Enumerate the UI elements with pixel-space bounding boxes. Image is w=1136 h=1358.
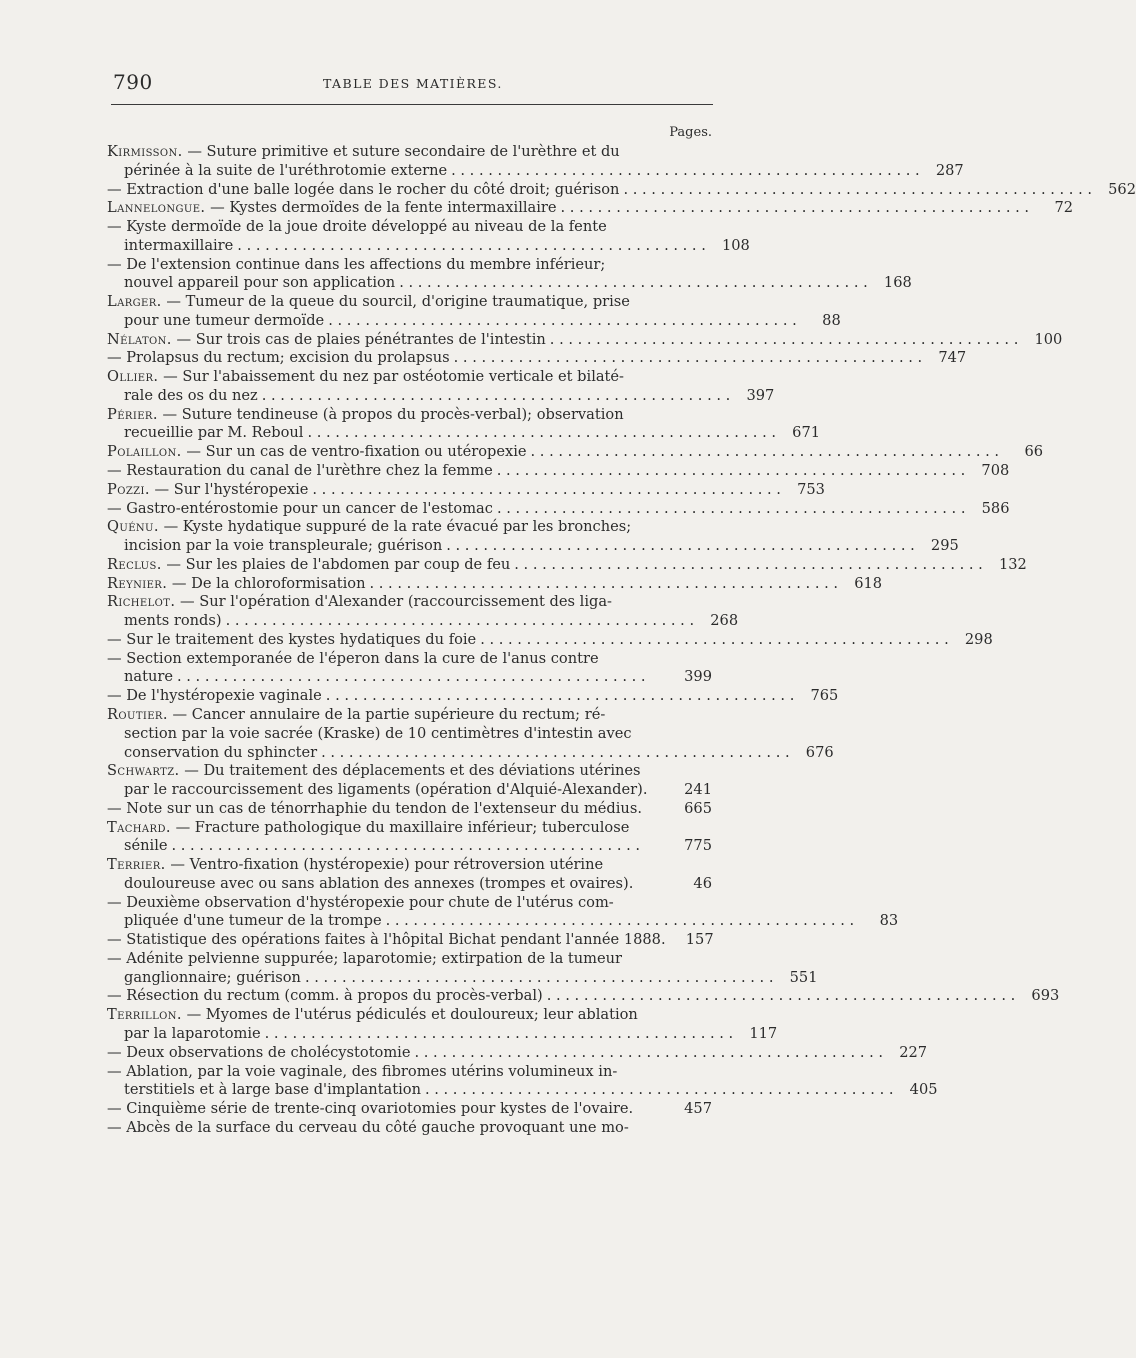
entry-title-text: — Ventro-fixation (hystéropexie) pour rétroversion utérine bbox=[170, 856, 604, 874]
toc-entry bbox=[107, 349, 967, 368]
entry-line bbox=[107, 912, 899, 931]
entry-line bbox=[107, 1081, 938, 1100]
entry-text bbox=[124, 725, 632, 742]
entry-line bbox=[107, 574, 883, 594]
entry-title-text: — De l'extension continue dans les affections du membre inférieur; bbox=[107, 255, 606, 273]
toc-entry bbox=[107, 593, 739, 631]
entry-line bbox=[107, 781, 712, 800]
entry-text bbox=[107, 687, 322, 706]
toc-entry bbox=[107, 893, 899, 932]
page-reference: 671 bbox=[792, 424, 821, 442]
entry-title-text: — Sur un cas de ventro-fixation ou utéropexie bbox=[186, 443, 527, 461]
entry-title-text: nature bbox=[124, 668, 173, 686]
entry-text bbox=[124, 781, 647, 800]
entry-line bbox=[107, 462, 1010, 481]
author-name: Reclus. bbox=[107, 555, 162, 573]
entry-line bbox=[107, 987, 1060, 1006]
leader-dots: . . . . . . . . . . . . . . . . . . . . . . . . . . . . . . . . . . . . . . . . . . . . . . . . . . . bbox=[514, 555, 983, 573]
entry-text bbox=[107, 931, 666, 950]
entry-line bbox=[107, 687, 839, 706]
entry-line bbox=[107, 1063, 712, 1082]
entry-title-text: incision par la voie transpleurale; guérison bbox=[124, 537, 443, 555]
entry-line bbox=[107, 668, 712, 687]
entry-line bbox=[107, 143, 712, 162]
leader-dots: . . . . . . . . . . . . . . . . . . . . . . . . . . . . . . . . . . . . . . . . . . . . . . . . . . . bbox=[312, 480, 781, 498]
toc-entry bbox=[107, 800, 712, 819]
entry-line bbox=[107, 424, 821, 443]
author-name: Périer. bbox=[107, 405, 158, 423]
toc-entry bbox=[107, 180, 1136, 200]
author-name: Richelot. bbox=[107, 593, 176, 611]
author-name: Nélaton. bbox=[107, 330, 172, 348]
entry-title-text: — Gastro-entérostomie pour un cancer de l'estomac bbox=[107, 499, 493, 517]
entry-text bbox=[124, 912, 382, 931]
toc-entry bbox=[107, 856, 712, 894]
entry-title-text: recueillie par M. Reboul bbox=[124, 424, 304, 442]
entry-text bbox=[107, 481, 308, 500]
entry-line bbox=[107, 236, 750, 256]
entry-text bbox=[107, 1100, 633, 1119]
page-reference: 586 bbox=[981, 499, 1010, 517]
entry-line bbox=[107, 293, 712, 312]
entry-line bbox=[107, 743, 834, 763]
leader-dots: . . . . . . . . . . . . . . . . . . . . . . . . . . . . . . . . . . . . . . . . . . . . . . . . . . . bbox=[237, 236, 706, 254]
entry-line bbox=[107, 537, 959, 556]
toc-entry bbox=[107, 368, 775, 406]
entry-line bbox=[107, 180, 1136, 200]
entry-line bbox=[107, 650, 712, 669]
page-reference: 132 bbox=[998, 555, 1027, 573]
entry-text bbox=[107, 500, 493, 519]
entry-title-text: — Cancer annulaire de la partie supérieure du rectum; ré- bbox=[172, 705, 606, 723]
author-name: Terrillon. bbox=[107, 1006, 182, 1024]
page-reference: 117 bbox=[749, 1024, 778, 1042]
toc-entry bbox=[107, 574, 883, 594]
entry-line bbox=[107, 894, 712, 913]
entry-line bbox=[107, 725, 712, 744]
leader-dots: . . . . . . . . . . . . . . . . . . . . . . . . . . . . . . . . . . . . . . . . . . . . . . . . . . . bbox=[399, 274, 868, 292]
author-name: Tachard. bbox=[107, 818, 171, 836]
entry-text bbox=[124, 1081, 421, 1100]
entry-text bbox=[124, 612, 222, 631]
entry-title-text: — Adénite pelvienne suppurée; laparotomie; extirpation de la tumeur bbox=[107, 949, 623, 967]
toc-entry bbox=[107, 293, 841, 331]
leader-dots: . . . . . . . . . . . . . . . . . . . . . . . . . . . . . . . . . . . . . . . . . . . . . . . . . . . bbox=[451, 161, 920, 179]
entry-title-text: — Restauration du canal de l'urèthre chez la femme bbox=[107, 462, 493, 480]
entry-line bbox=[107, 368, 712, 387]
entry-line bbox=[107, 800, 712, 819]
entry-text bbox=[107, 181, 619, 200]
toc-entry bbox=[107, 405, 821, 444]
entry-text bbox=[107, 1006, 638, 1023]
entry-line bbox=[107, 274, 912, 293]
leader-dots: . . . . . . . . . . . . . . . . . . . . . . . . . . . . . . . . . . . . . . . . . . . . . . . . . . . bbox=[549, 330, 1019, 348]
entry-text bbox=[107, 349, 450, 368]
toc-entry bbox=[107, 949, 818, 988]
entry-title-text: ganglionnaire; guérison bbox=[124, 968, 301, 986]
leader-dots: . . . . . . . . . . . . . . . . . . . . . . . . . . . . . . . . . . . . . . . . . . . . . . . . . . . bbox=[369, 574, 839, 592]
entry-title-text: — Cinquième série de trente-cinq ovariotomies pour kystes de l'ovaire. bbox=[107, 1100, 634, 1118]
toc-entry bbox=[107, 650, 712, 688]
entry-text bbox=[107, 256, 605, 273]
entry-text bbox=[124, 387, 258, 406]
entry-title-text: — Du traitement des déplacements et des déviations utérines bbox=[184, 762, 641, 780]
entry-text bbox=[124, 875, 633, 894]
toc-entry bbox=[107, 687, 839, 706]
entry-title-text: section par la voie sacrée (Kraske) de 10 centimètres d'intestin avec bbox=[124, 724, 632, 742]
entry-title-text: terstitiels et à large base d'implantation bbox=[124, 1081, 421, 1099]
entry-text bbox=[124, 969, 301, 988]
author-name: Ollier. bbox=[107, 368, 159, 386]
entry-title-text: pliquée d'une tumeur de la trompe bbox=[124, 912, 382, 930]
page-reference: 298 bbox=[964, 630, 993, 648]
entry-title-text: — Sur trois cas de plaies pénétrantes de l'intestin bbox=[176, 330, 546, 348]
page-reference: 168 bbox=[883, 274, 912, 292]
entry-text bbox=[107, 593, 612, 610]
entry-text bbox=[107, 199, 557, 218]
page-reference: 551 bbox=[789, 968, 818, 986]
page-reference: 457 bbox=[684, 1100, 712, 1118]
entry-title-text: conservation du sphincter bbox=[124, 743, 318, 761]
page-reference: 157 bbox=[685, 931, 714, 949]
entry-title-text: — Sur les plaies de l'abdomen par coup de feu bbox=[166, 555, 511, 573]
entry-text bbox=[107, 819, 629, 836]
page-reference: 397 bbox=[746, 386, 775, 404]
entry-title-text: périnée à la suite de l'uréthrotomie externe bbox=[124, 161, 448, 179]
toc-entry bbox=[107, 1119, 712, 1138]
leader-dots: . . . . . . . . . . . . . . . . . . . . . . . . . . . . . . . . . . . . . . . . . . . . . . . . . . . bbox=[414, 1043, 884, 1061]
entry-text bbox=[124, 744, 317, 763]
page-reference: 562 bbox=[1108, 180, 1136, 198]
entry-title-text: — Kyste hydatique suppuré de la rate évacué par les bronches; bbox=[163, 518, 632, 536]
entry-title-text: sénile bbox=[124, 837, 168, 855]
toc-entry bbox=[107, 1006, 778, 1044]
entry-text bbox=[124, 837, 168, 856]
entry-title-text: — Sur le traitement des kystes hydatiques du foie bbox=[107, 630, 477, 648]
entry-title-text: — De l'hystéropexie vaginale bbox=[107, 687, 322, 705]
entry-title-text: intermaxillaire bbox=[124, 236, 234, 254]
toc-entry bbox=[107, 987, 1060, 1006]
entry-line bbox=[107, 161, 964, 181]
entry-line bbox=[107, 1024, 778, 1044]
entry-text bbox=[107, 706, 605, 723]
entry-title-text: — Suture primitive et suture secondaire de l'urèthre et du bbox=[187, 143, 620, 160]
entry-text bbox=[124, 162, 447, 181]
entry-line bbox=[107, 1006, 712, 1025]
entry-text bbox=[124, 312, 324, 331]
page-reference: 399 bbox=[684, 668, 712, 686]
entry-line bbox=[107, 706, 712, 725]
entry-line bbox=[107, 518, 712, 537]
page-reference: 66 bbox=[1024, 443, 1044, 461]
author-name: Terrier. bbox=[107, 856, 166, 874]
entry-text bbox=[124, 1025, 261, 1044]
entry-title-text: — Prolapsus du rectum; excision du prolapsus bbox=[107, 349, 450, 367]
entry-text bbox=[124, 274, 395, 293]
entry-text bbox=[107, 800, 642, 819]
leader-dots: . . . . . . . . . . . . . . . . . . . . . . . . . . . . . . . . . . . . . . . . . . . . . . . . . . . bbox=[480, 630, 949, 648]
entry-title-text: — Ablation, par la voie vaginale, des fibromes utérins volumineux in- bbox=[107, 1062, 618, 1080]
page-number: 790 bbox=[113, 70, 153, 94]
entry-line bbox=[107, 406, 712, 425]
pages-column-label: Pages. bbox=[669, 125, 712, 140]
entry-text bbox=[107, 331, 546, 350]
toc-entry bbox=[107, 143, 964, 181]
entry-line bbox=[107, 443, 1044, 462]
entry-line bbox=[107, 593, 712, 612]
entry-text bbox=[107, 575, 366, 594]
entry-title-text: par le raccourcissement des ligaments (opération d'Alquié-Alexander). bbox=[124, 781, 648, 799]
entry-line bbox=[107, 968, 818, 988]
entry-title-text: — Résection du rectum (comm. à propos du procès-verbal) bbox=[107, 987, 543, 1005]
entry-title-text: — Extraction d'une balle logée dans le rocher du côté droit; guérison bbox=[107, 180, 620, 198]
leader-dots: . . . . . . . . . . . . . . . . . . . . . . . . . . . . . . . . . . . . . . . . . . . . . . . . . . . bbox=[225, 612, 695, 630]
page-reference: 46 bbox=[693, 874, 712, 892]
entry-title-text: — Sur l'opération d'Alexander (raccourcissement des liga- bbox=[180, 593, 612, 611]
entry-text bbox=[124, 668, 173, 687]
toc-entry bbox=[107, 762, 712, 800]
leader-dots: . . . . . . . . . . . . . . . . . . . . . . . . . . . . . . . . . . . . . . . . . . . . . . . . . . . bbox=[261, 386, 731, 404]
leader-dots: . . . . . . . . . . . . . . . . . . . . . . . . . . . . . . . . . . . . . . . . . . . . . . . . . . . bbox=[424, 1081, 894, 1099]
entry-title-text: — De la chloroformisation bbox=[171, 574, 366, 592]
entry-line bbox=[107, 480, 825, 500]
leader-dots: . . . . . . . . . . . . . . . . . . . . . . . . . . . . . . . . . . . . . . . . . . . . . . . . . . . bbox=[446, 537, 915, 555]
entry-line bbox=[107, 199, 1074, 218]
leader-dots: . . . . . . . . . . . . . . . . . . . . . . . . . . . . . . . . . . . . . . . . . . . . . . . . . . . bbox=[264, 1024, 734, 1042]
entry-line bbox=[107, 819, 712, 838]
toc-entry bbox=[107, 518, 959, 556]
page-reference: 708 bbox=[981, 462, 1010, 480]
entry-text bbox=[107, 856, 603, 873]
entry-text bbox=[124, 424, 303, 443]
entry-line bbox=[107, 837, 712, 856]
leader-dots: . . . . . . . . . . . . . . . . . . . . . . . . . . . . . . . . . . . . . . . . . . . . . . . . . . . bbox=[176, 668, 646, 686]
entry-text bbox=[107, 293, 630, 310]
entry-line bbox=[107, 1100, 712, 1119]
page-reference: 72 bbox=[1054, 199, 1074, 217]
leader-dots: . . . . . . . . . . . . . . . . . . . . . . . . . . . . . . . . . . . . . . . . . . . . . . . . . . . bbox=[385, 912, 855, 930]
author-name: Routier. bbox=[107, 705, 168, 723]
entry-line bbox=[107, 762, 712, 781]
author-name: Reynier. bbox=[107, 574, 168, 592]
entry-title-text: ments ronds) bbox=[124, 612, 222, 630]
entry-title-text: — Statistique des opérations faites à l'hôpital Bichat pendant l'année 1888. bbox=[107, 931, 666, 949]
author-name: Larger. bbox=[107, 293, 162, 311]
page-reference: 295 bbox=[930, 537, 959, 555]
toc-entry bbox=[107, 555, 1027, 575]
entry-text bbox=[107, 631, 476, 650]
entry-line bbox=[107, 1119, 712, 1138]
entry-line bbox=[107, 311, 841, 331]
entry-title-text: — Sur l'abaissement du nez par ostéotomie verticale et bilaté- bbox=[163, 368, 624, 386]
entry-text bbox=[107, 443, 527, 462]
toc-entry bbox=[107, 443, 1044, 462]
entry-title-text: — Tumeur de la queue du sourcil, d'origine traumatique, prise bbox=[166, 293, 630, 311]
running-title: TABLE DES MATIÈRES. bbox=[323, 76, 503, 91]
entry-text bbox=[107, 1063, 617, 1080]
entry-title-text: douloureuse avec ou sans ablation des annexes (trompes et ovaires). bbox=[124, 874, 634, 892]
entry-title-text: — Suture tendineuse (à propos du procès-verbal); observation bbox=[162, 405, 624, 423]
entry-text bbox=[107, 368, 624, 385]
entry-line bbox=[107, 950, 712, 969]
page-reference: 765 bbox=[810, 687, 839, 705]
entry-title-text: — Abcès de la surface du cerveau du côté gauche provoquant une mo- bbox=[107, 1118, 629, 1136]
entry-line bbox=[107, 349, 967, 368]
page-reference: 227 bbox=[899, 1043, 928, 1061]
page-reference: 100 bbox=[1034, 330, 1063, 348]
table-of-contents bbox=[107, 143, 1136, 1138]
entry-line bbox=[107, 555, 1027, 575]
entry-text bbox=[107, 650, 599, 667]
author-name: Polaillon. bbox=[107, 443, 182, 461]
toc-entry bbox=[107, 218, 750, 256]
page-reference: 665 bbox=[684, 799, 712, 817]
page-reference: 775 bbox=[684, 837, 712, 855]
author-name: Quénu. bbox=[107, 518, 159, 536]
author-name: Pozzi. bbox=[107, 480, 150, 498]
entry-text bbox=[124, 237, 233, 256]
leader-dots: . . . . . . . . . . . . . . . . . . . . . . . . . . . . . . . . . . . . . . . . . . . . . . . . . . . bbox=[623, 180, 1092, 198]
toc-entry bbox=[107, 1062, 938, 1101]
leader-dots: . . . . . . . . . . . . . . . . . . . . . . . . . . . . . . . . . . . . . . . . . . . . . . . . . . . bbox=[496, 462, 966, 480]
toc-entry bbox=[107, 705, 834, 762]
page-reference: 241 bbox=[684, 781, 712, 799]
entry-line bbox=[107, 1043, 928, 1063]
page-reference: 753 bbox=[797, 480, 825, 498]
author-name: Lannelongue. bbox=[107, 199, 206, 217]
entry-title-text: — Kyste dermoïde de la joue droite développé au niveau de la fente bbox=[107, 218, 607, 236]
leader-dots: . . . . . . . . . . . . . . . . . . . . . . . . . . . . . . . . . . . . . . . . . . . . . . . . . . . bbox=[453, 349, 923, 367]
page-reference: 405 bbox=[909, 1081, 938, 1099]
entry-text bbox=[107, 987, 543, 1006]
entry-title-text: par la laparotomie bbox=[124, 1024, 261, 1042]
entry-text bbox=[107, 462, 493, 481]
header-rule bbox=[111, 104, 713, 105]
entry-text bbox=[124, 537, 442, 556]
toc-entry bbox=[107, 330, 1063, 350]
entry-line bbox=[107, 612, 739, 631]
toc-entry bbox=[107, 931, 712, 950]
entry-line bbox=[107, 256, 712, 275]
leader-dots: . . . . . . . . . . . . . . . . . . . . . . . . . . . . . . . . . . . . . . . . . . . . . . . . . . . bbox=[496, 499, 966, 517]
entry-text bbox=[107, 950, 622, 967]
toc-entry bbox=[107, 462, 1010, 481]
toc-entry bbox=[107, 480, 825, 500]
entry-title-text: — Kystes dermoïdes de la fente intermaxillaire bbox=[210, 199, 557, 217]
page-reference: 747 bbox=[938, 349, 967, 367]
toc-entry bbox=[107, 1043, 928, 1063]
toc-entry bbox=[107, 499, 1010, 519]
entry-text bbox=[107, 406, 624, 423]
leader-dots: . . . . . . . . . . . . . . . . . . . . . . . . . . . . . . . . . . . . . . . . . . . . . . . . . . . bbox=[328, 311, 797, 329]
entry-line bbox=[107, 856, 712, 875]
leader-dots: . . . . . . . . . . . . . . . . . . . . . . . . . . . . . . . . . . . . . . . . . . . . . . . . . . . bbox=[171, 837, 641, 855]
entry-title-text: — Section extemporanée de l'éperon dans la cure de l'anus contre bbox=[107, 649, 599, 667]
entry-line bbox=[107, 875, 712, 894]
entry-line bbox=[107, 218, 712, 237]
entry-text bbox=[107, 1044, 411, 1063]
page-reference: 693 bbox=[1031, 987, 1060, 1005]
toc-entry bbox=[107, 199, 1074, 218]
entry-text bbox=[107, 894, 614, 911]
entry-text bbox=[107, 1119, 629, 1138]
entry-line bbox=[107, 330, 1063, 350]
author-name: Kirmisson. bbox=[107, 143, 183, 160]
leader-dots: . . . . . . . . . . . . . . . . . . . . . . . . . . . . . . . . . . . . . . . . . . . . . . . . . . . bbox=[304, 968, 774, 986]
leader-dots: . . . . . . . . . . . . . . . . . . . . . . . . . . . . . . . . . . . . . . . . . . . . . . . . . . . bbox=[546, 987, 1016, 1005]
entry-title-text: — Deux observations de cholécystotomie bbox=[107, 1043, 411, 1061]
leader-dots: . . . . . . . . . . . . . . . . . . . . . . . . . . . . . . . . . . . . . . . . . . . . . . . . . . . bbox=[321, 743, 790, 761]
entry-title-text: rale des os du nez bbox=[124, 386, 258, 404]
entry-title-text: — Sur l'hystéropexie bbox=[154, 480, 309, 498]
entry-line bbox=[107, 931, 712, 950]
entry-text bbox=[107, 762, 641, 779]
leader-dots: . . . . . . . . . . . . . . . . . . . . . . . . . . . . . . . . . . . . . . . . . . . . . . . . . . . bbox=[530, 443, 1000, 461]
leader-dots: . . . . . . . . . . . . . . . . . . . . . . . . . . . . . . . . . . . . . . . . . . . . . . . . . . . bbox=[560, 199, 1030, 217]
entry-text bbox=[107, 556, 510, 575]
entry-line bbox=[107, 386, 775, 406]
page-reference: 618 bbox=[854, 574, 883, 592]
entry-title-text: — Myomes de l'utérus pédiculés et douloureux; leur ablation bbox=[186, 1006, 638, 1024]
entry-title-text: nouvel appareil pour son application bbox=[124, 274, 396, 292]
entry-title-text: — Note sur un cas de ténorrhaphie du tendon de l'extenseur du médius. bbox=[107, 799, 642, 817]
page-reference: 88 bbox=[822, 311, 841, 329]
page-reference: 108 bbox=[721, 236, 750, 254]
entry-line bbox=[107, 630, 993, 650]
leader-dots: . . . . . . . . . . . . . . . . . . . . . . . . . . . . . . . . . . . . . . . . . . . . . . . . . . . bbox=[307, 424, 777, 442]
entry-text bbox=[107, 218, 607, 235]
toc-entry bbox=[107, 255, 912, 294]
page-reference: 268 bbox=[710, 612, 739, 630]
toc-entry bbox=[107, 1100, 712, 1119]
toc-entry bbox=[107, 630, 993, 650]
entry-title-text: — Deuxième observation d'hystéropexie pour chute de l'utérus com- bbox=[107, 893, 614, 911]
toc-entry bbox=[107, 819, 712, 857]
page-reference: 287 bbox=[935, 161, 964, 179]
entry-title-text: pour une tumeur dermoïde bbox=[124, 311, 325, 329]
entry-line bbox=[107, 499, 1010, 519]
entry-title-text: — Fracture pathologique du maxillaire inférieur; tuberculose bbox=[175, 818, 630, 836]
entry-text bbox=[107, 143, 620, 160]
author-name: Schwartz. bbox=[107, 762, 180, 780]
page-reference: 676 bbox=[805, 743, 834, 761]
leader-dots: . . . . . . . . . . . . . . . . . . . . . . . . . . . . . . . . . . . . . . . . . . . . . . . . . . . bbox=[325, 687, 795, 705]
page-reference: 83 bbox=[879, 912, 899, 930]
entry-text bbox=[107, 518, 631, 535]
